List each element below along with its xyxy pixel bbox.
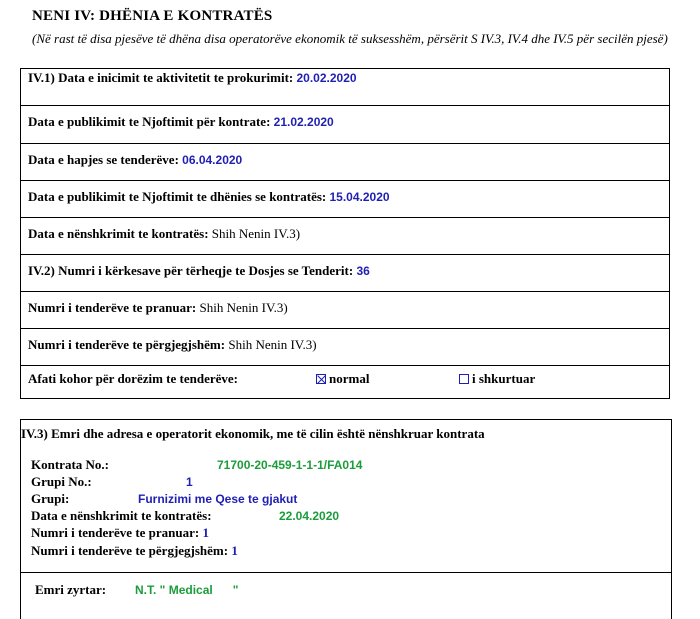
row-value: 36 (356, 264, 370, 278)
checked-checkbox-icon[interactable] (316, 374, 326, 384)
row-label: IV.1) Data e inicimit te aktivitetit te prokurimit: (28, 70, 294, 85)
row-label: Afati kohor për dorëzim te tenderëve: (28, 371, 238, 386)
contract-no-value: 71700-20-459-1-1-1/FA014 (217, 458, 363, 472)
group-label: Grupi: (31, 491, 70, 506)
row-label: Data e publikimit te Njoftimit për kontrate: (28, 114, 271, 129)
section-note: (Në rast të disa pjesëve të dhëna disa operatorëve ekonomik të suksesshëm, përsërit S IV.3, IV.4 dhe IV.5 për secilën pjesë) (32, 31, 668, 46)
contract-no-label: Kontrata No.: (31, 457, 109, 472)
row-label: Data e publikimit te Njoftimit te dhënies se kontratës: (28, 189, 327, 204)
option-label: i shkurtuar (472, 371, 536, 386)
group-no-value: 1 (186, 475, 193, 489)
sign-date-label: Data e nënshkrimit te kontratës: (31, 508, 212, 523)
option-normal[interactable] (316, 366, 369, 392)
responsive-label (31, 543, 238, 559)
row-value: Shih Nenin IV.3) (228, 337, 317, 352)
row-responsive-tenders (21, 329, 669, 366)
option-short[interactable] (459, 366, 535, 392)
option-label: normal (329, 371, 370, 386)
row-value: 15.04.2020 (329, 190, 390, 204)
row-publication-date (21, 106, 669, 144)
official-name-label: Emri zyrtar: (35, 582, 107, 597)
divider (21, 572, 671, 573)
section-title: NENI IV: DHËNIA E KONTRATËS (32, 8, 273, 24)
contractor-heading: IV.3) Emri dhe adresa e operatorit ekonomik, me të cilin është nënshkruar kontrata (21, 426, 485, 441)
sign-date-value: 22.04.2020 (279, 509, 340, 523)
row-opening-date (21, 144, 669, 181)
row-label: Data e hapjes se tenderëve: (28, 152, 179, 167)
contractor-box (20, 419, 672, 619)
row-label: Data e nënshkrimit te kontratës: (28, 226, 209, 241)
row-initiation-date (21, 69, 669, 106)
row-award-publication-date (21, 181, 669, 218)
accepted-value: 1 (202, 525, 209, 540)
group-value: Furnizimi me Qese te gjakut (138, 492, 298, 506)
row-value: Shih Nenin IV.3) (211, 226, 301, 241)
official-name-value: N.T. " Medical " (135, 583, 239, 597)
row-value: 20.02.2020 (296, 71, 357, 85)
row-withdrawal-requests (21, 255, 669, 292)
row-label: Numri i tenderëve te përgjegjshëm: (28, 337, 226, 352)
row-label: Numri i tenderëve te pranuar: (28, 300, 197, 315)
accepted-label-text: Numri i tenderëve te pranuar: (31, 525, 200, 540)
row-signing-date (21, 218, 669, 255)
row-value: Shih Nenin IV.3) (199, 300, 288, 315)
row-value: 21.02.2020 (273, 115, 334, 129)
row-label: IV.2) Numri i kërkesave për tërheqje te Dosjes se Tenderit: (28, 263, 354, 278)
accepted-label (31, 525, 209, 541)
responsive-label-text: Numri i tenderëve te përgjegjshëm: (31, 543, 229, 558)
responsive-value: 1 (231, 543, 238, 558)
row-deadline (21, 366, 669, 400)
row-accepted-tenders (21, 292, 669, 329)
row-value: 06.04.2020 (182, 153, 243, 167)
empty-checkbox-icon[interactable] (459, 374, 469, 384)
group-no-label: Grupi No.: (31, 474, 92, 489)
procurement-dates-box (20, 68, 670, 399)
